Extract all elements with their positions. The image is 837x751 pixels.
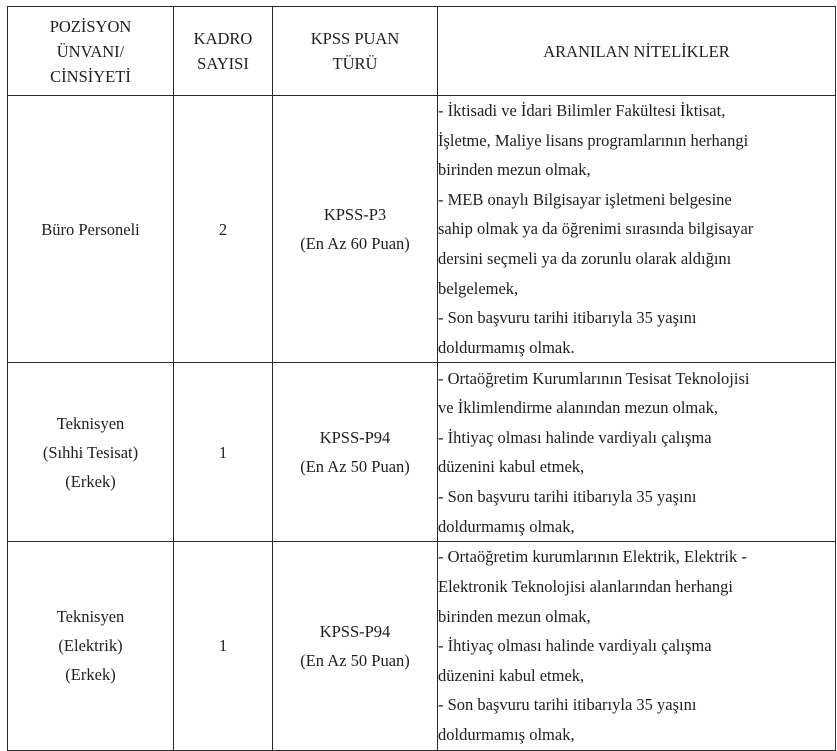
table-row [8, 542, 836, 750]
count-cell: 1 [174, 542, 273, 750]
header-kpss: KPSS PUAN TÜRÜ [273, 7, 438, 96]
requirements-cell: - Ortaöğretim Kurumlarının Tesisat Teknolojisi ve İklimlendirme alanından mezun olmak, - İhtiyaç olması halinde vardiyalı çalışma düzenini kabul etmek, - Son başvuru tarihi itibarıyla 35 yaşını doldurmamış olmak, [438, 363, 836, 542]
position-cell: Teknisyen (Elektrik) (Erkek) [8, 542, 174, 750]
table-header-row [8, 7, 836, 96]
count-cell: 2 [174, 96, 273, 363]
header-requirements: ARANILAN NİTELİKLER [438, 7, 836, 96]
requirements-cell: - Ortaöğretim kurumlarının Elektrik, Elektrik - Elektronik Teknolojisi alanlarından herhangi birinden mezun olmak, - İhtiyaç olması halinde vardiyalı çalışma düzenini kabul etmek, - Son başvuru tarihi itibarıyla 35 yaşını doldurmamış olmak, [438, 542, 836, 750]
table-row [8, 96, 836, 363]
requirements-cell: - İktisadi ve İdari Bilimler Fakültesi İktisat, İşletme, Maliye lisans programlarının herhangi birinden mezun olmak, - MEB onaylı Bilgisayar işletmeni belgesine sahip olmak ya da öğrenimi sırasında bilgisayar dersini seçmeli ya da zorunlu olarak aldığını belgelemek, - Son başvuru tarihi itibarıyla 35 yaşını doldurmamış olmak. [438, 96, 836, 363]
job-positions-table [7, 6, 836, 751]
kpss-cell: KPSS-P3 (En Az 60 Puan) [273, 96, 438, 363]
position-cell: Büro Personeli [8, 96, 174, 363]
header-position: POZİSYON ÜNVANI/ CİNSİYETİ [8, 7, 174, 96]
kpss-cell: KPSS-P94 (En Az 50 Puan) [273, 363, 438, 542]
position-cell: Teknisyen (Sıhhi Tesisat) (Erkek) [8, 363, 174, 542]
header-count: KADRO SAYISI [174, 7, 273, 96]
kpss-cell: KPSS-P94 (En Az 50 Puan) [273, 542, 438, 750]
table-row [8, 363, 836, 542]
count-cell: 1 [174, 363, 273, 542]
